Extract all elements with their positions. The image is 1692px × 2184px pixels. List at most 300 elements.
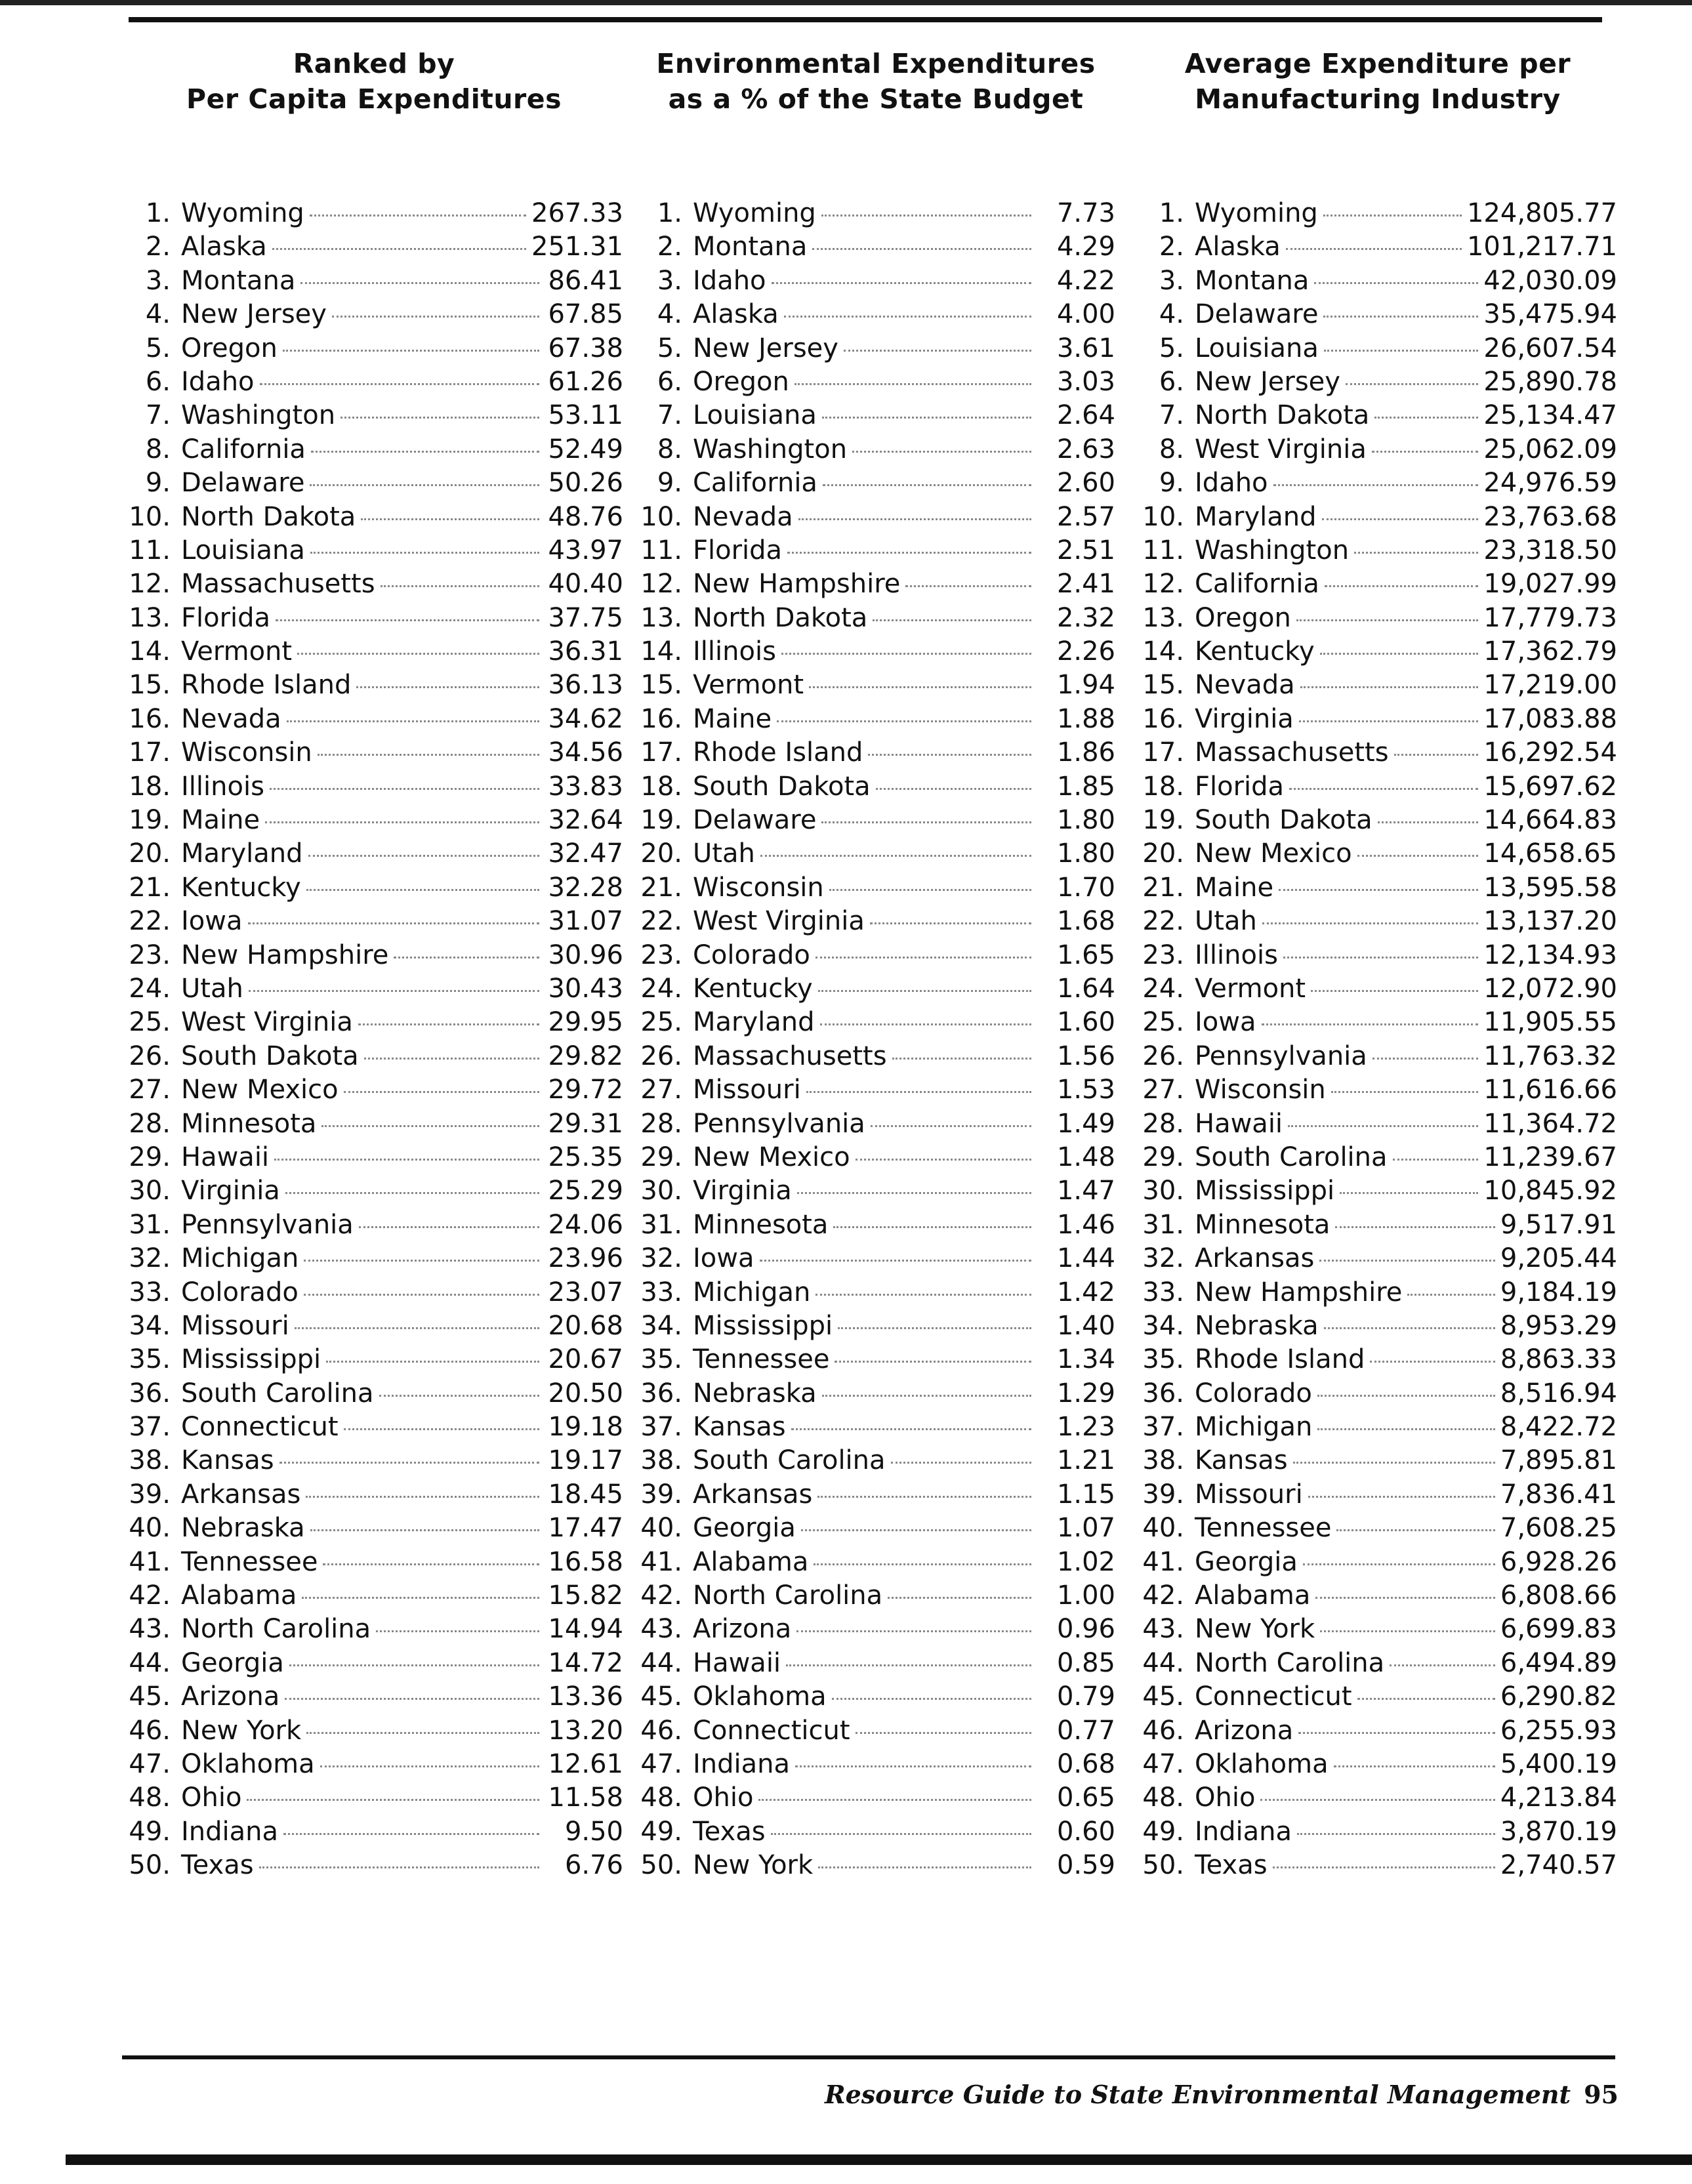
expenditure-value: 0.79: [1056, 1681, 1115, 1712]
rank-number: 49.: [1142, 1816, 1184, 1847]
expenditure-value: 1.68: [1056, 906, 1115, 937]
rank-number: 32.: [640, 1243, 682, 1274]
rank-number: 48.: [1142, 1782, 1184, 1813]
rank-number: 38.: [640, 1445, 682, 1476]
state-name: Maine: [693, 703, 772, 734]
state-name: Vermont: [693, 670, 804, 701]
dot-leader: [1357, 1698, 1495, 1700]
state-name: Delaware: [693, 805, 817, 836]
dot-leader: [308, 855, 539, 857]
list-item: [636, 1006, 1115, 1039]
rank-number: 45.: [640, 1681, 682, 1712]
dot-leader: [760, 1260, 1032, 1262]
dot-leader: [796, 1630, 1031, 1632]
rank-number: 31.: [129, 1209, 171, 1240]
state-name: Montana: [1195, 265, 1310, 296]
state-name: Nevada: [1195, 670, 1295, 701]
expenditure-value: 8,863.33: [1500, 1344, 1617, 1375]
rank-number: 23.: [640, 939, 682, 970]
state-name: Georgia: [1195, 1546, 1298, 1577]
dot-leader: [1320, 653, 1479, 655]
expenditure-value: 23.07: [548, 1277, 623, 1308]
dot-leader: [1299, 720, 1479, 722]
state-name: Alabama: [1195, 1580, 1311, 1611]
list-item: [125, 1849, 623, 1882]
state-name: Oklahoma: [181, 1748, 315, 1779]
state-name: Arkansas: [693, 1479, 813, 1510]
dot-leader: [1297, 1833, 1495, 1835]
expenditure-value: 1.46: [1056, 1209, 1115, 1240]
rank-number: 35.: [640, 1344, 682, 1375]
state-name: Maine: [181, 805, 260, 836]
dot-leader: [1407, 1294, 1495, 1296]
state-name: Florida: [1195, 771, 1285, 802]
expenditure-value: 1.60: [1056, 1007, 1115, 1038]
expenditure-value: 34.56: [548, 737, 623, 768]
rank-number: 14.: [640, 636, 682, 667]
dot-leader: [795, 1765, 1031, 1767]
expenditure-value: 29.31: [548, 1108, 623, 1139]
list-item: [125, 1141, 623, 1174]
list-item: [1138, 1411, 1617, 1444]
rank-number: 29.: [129, 1142, 171, 1172]
state-name: New Mexico: [181, 1075, 339, 1105]
dot-leader: [1374, 417, 1478, 419]
list-item: [125, 433, 623, 466]
state-name: New Jersey: [1195, 366, 1340, 397]
rank-number: 30.: [640, 1176, 682, 1206]
dot-leader: [306, 1732, 539, 1734]
state-name: Kentucky: [1195, 636, 1315, 667]
expenditure-value: 5,400.19: [1500, 1748, 1617, 1779]
expenditure-value: 6.76: [564, 1850, 623, 1881]
expenditure-value: 23,318.50: [1483, 535, 1617, 566]
state-name: Indiana: [181, 1816, 279, 1847]
dot-leader: [891, 1462, 1031, 1464]
state-name: Virginia: [181, 1176, 280, 1206]
dot-leader: [1260, 1799, 1495, 1801]
rank-number: 21.: [1142, 872, 1184, 903]
state-name: Wyoming: [693, 198, 816, 228]
rank-number: 26.: [640, 1040, 682, 1071]
expenditure-value: 20.67: [548, 1344, 623, 1375]
budget-percent-column: [636, 46, 1115, 1883]
list-item: [125, 1613, 623, 1646]
dot-leader: [323, 1563, 539, 1565]
list-item: [636, 770, 1115, 804]
expenditure-value: 11,239.67: [1483, 1142, 1617, 1172]
rank-number: 12.: [129, 569, 171, 600]
expenditure-value: 1.70: [1056, 872, 1115, 903]
rank-number: 7.: [657, 400, 682, 431]
list-item: [636, 230, 1115, 264]
rank-number: 5.: [145, 333, 171, 363]
expenditure-value: 11.58: [548, 1782, 623, 1813]
expenditure-value: 3.61: [1056, 333, 1115, 363]
list-item: [636, 1849, 1115, 1882]
list-item: [1138, 298, 1617, 331]
dot-leader: [359, 1226, 539, 1228]
list-item: [636, 1444, 1115, 1477]
rank-number: 25.: [129, 1007, 171, 1038]
expenditure-value: 7,608.25: [1500, 1513, 1617, 1544]
expenditure-value: 33.83: [548, 771, 623, 802]
state-name: Arizona: [181, 1681, 280, 1712]
list-item: [125, 1680, 623, 1714]
list-item: [1138, 770, 1617, 804]
state-name: Massachusetts: [181, 569, 375, 600]
state-name: Maine: [1195, 872, 1274, 903]
rank-number: 15.: [640, 670, 682, 701]
dot-leader: [818, 990, 1031, 992]
state-name: Maryland: [1195, 501, 1317, 532]
list-item: [1138, 736, 1617, 770]
rank-number: 3.: [1159, 265, 1184, 296]
expenditure-value: 37.75: [548, 602, 623, 633]
budget-percent-ranking-list: [636, 197, 1115, 1883]
dot-leader: [320, 1765, 539, 1767]
state-name: Utah: [693, 838, 755, 869]
expenditure-value: 4.00: [1056, 299, 1115, 330]
list-item: [636, 804, 1115, 837]
list-item: [1138, 1815, 1617, 1849]
list-item: [125, 332, 623, 365]
list-item: [125, 264, 623, 298]
expenditure-value: 11,616.66: [1483, 1075, 1617, 1105]
state-name: Connecticut: [1195, 1681, 1352, 1712]
expenditure-value: 1.00: [1056, 1580, 1115, 1611]
rank-number: 28.: [129, 1108, 171, 1139]
dot-leader: [794, 383, 1031, 385]
rank-number: 47.: [1142, 1748, 1184, 1779]
rank-number: 33.: [1142, 1277, 1184, 1308]
list-item: [1138, 602, 1617, 635]
expenditure-value: 10,845.92: [1483, 1176, 1617, 1206]
rank-number: 37.: [1142, 1412, 1184, 1443]
state-name: Rhode Island: [1195, 1344, 1365, 1375]
rank-number: 2.: [145, 232, 171, 262]
rank-number: 15.: [129, 670, 171, 701]
expenditure-value: 6,928.26: [1500, 1546, 1617, 1577]
dot-leader: [1357, 855, 1479, 857]
expenditure-value: 31.07: [548, 906, 623, 937]
state-name: Louisiana: [693, 400, 817, 431]
state-name: Montana: [693, 232, 808, 262]
state-name: Washington: [693, 434, 848, 464]
state-name: West Virginia: [181, 1007, 353, 1038]
expenditure-value: 1.15: [1056, 1479, 1115, 1510]
list-item: [1138, 1579, 1617, 1613]
state-name: Arizona: [1195, 1715, 1294, 1746]
dot-leader: [287, 720, 539, 722]
expenditure-value: 29.95: [548, 1007, 623, 1038]
dot-leader: [821, 215, 1031, 216]
state-name: Nebraska: [1195, 1310, 1319, 1341]
rank-number: 4.: [145, 299, 171, 330]
rank-number: 5.: [657, 333, 682, 363]
rank-number: 18.: [129, 771, 171, 802]
dot-leader: [318, 754, 539, 756]
list-item: [1138, 534, 1617, 567]
expenditure-value: 2.60: [1056, 468, 1115, 499]
dot-leader: [285, 1698, 539, 1700]
state-name: Pennsylvania: [1195, 1040, 1367, 1071]
rank-number: 43.: [129, 1614, 171, 1645]
state-name: Idaho: [1195, 468, 1268, 499]
expenditure-value: 61.26: [548, 366, 623, 397]
list-item: [636, 1411, 1115, 1444]
expenditure-value: 30.43: [548, 973, 623, 1004]
rank-number: 47.: [640, 1748, 682, 1779]
list-item: [636, 1714, 1115, 1748]
list-item: [125, 1276, 623, 1309]
state-name: Alaska: [693, 299, 779, 330]
state-name: Maryland: [693, 1007, 815, 1038]
state-name: North Carolina: [693, 1580, 883, 1611]
state-name: South Dakota: [693, 771, 871, 802]
rank-number: 6.: [1159, 366, 1184, 397]
state-name: Delaware: [1195, 299, 1319, 330]
dot-leader: [777, 720, 1031, 722]
dot-leader: [1262, 922, 1479, 924]
state-name: Massachusetts: [693, 1040, 887, 1071]
dot-leader: [304, 1294, 539, 1296]
rank-number: 19.: [640, 805, 682, 836]
list-item: [125, 1073, 623, 1107]
list-item: [125, 1647, 623, 1680]
dot-leader: [1308, 1496, 1495, 1498]
expenditure-value: 9,205.44: [1500, 1243, 1617, 1274]
expenditure-value: 29.72: [548, 1075, 623, 1105]
list-item: [125, 905, 623, 938]
rank-number: 10.: [640, 501, 682, 532]
expenditure-value: 12,072.90: [1483, 973, 1617, 1004]
list-item: [636, 501, 1115, 534]
dot-leader: [260, 383, 539, 385]
state-name: Kentucky: [693, 973, 813, 1004]
dot-leader: [812, 248, 1031, 250]
list-item: [636, 1546, 1115, 1579]
dot-leader: [249, 990, 539, 992]
expenditure-value: 7,895.81: [1500, 1445, 1617, 1476]
list-item: [125, 1579, 623, 1613]
state-name: Oklahoma: [693, 1681, 827, 1712]
expenditure-value: 23,763.68: [1483, 501, 1617, 532]
expenditure-value: 11,763.32: [1483, 1040, 1617, 1071]
expenditure-value: 8,516.94: [1500, 1378, 1617, 1409]
rank-number: 37.: [129, 1412, 171, 1443]
list-item: [1138, 1174, 1617, 1208]
state-name: Minnesota: [1195, 1209, 1331, 1240]
list-item: [636, 365, 1115, 399]
list-item: [636, 602, 1115, 635]
rank-number: 32.: [1142, 1243, 1184, 1274]
list-item: [1138, 1714, 1617, 1748]
dot-leader: [1286, 248, 1462, 250]
expenditure-value: 2.63: [1056, 434, 1115, 464]
rank-number: 44.: [640, 1647, 682, 1678]
rank-number: 46.: [640, 1715, 682, 1746]
dot-leader: [856, 1732, 1031, 1734]
rank-number: 2.: [1159, 232, 1184, 262]
expenditure-value: 0.59: [1056, 1850, 1115, 1881]
page-footer: [825, 2080, 1619, 2109]
expenditure-value: 25,134.47: [1483, 400, 1617, 431]
state-name: Illinois: [693, 636, 776, 667]
rank-number: 39.: [1142, 1479, 1184, 1510]
expenditure-value: 19.17: [548, 1445, 623, 1476]
state-name: New Jersey: [693, 333, 838, 363]
rank-number: 1.: [657, 198, 682, 228]
state-name: Pennsylvania: [181, 1209, 354, 1240]
state-name: Rhode Island: [181, 670, 352, 701]
dot-leader: [1319, 1260, 1495, 1262]
dot-leader: [1346, 383, 1478, 385]
list-item: [1138, 703, 1617, 736]
list-item: [636, 197, 1115, 230]
state-name: West Virginia: [693, 906, 865, 937]
state-name: Texas: [1195, 1850, 1268, 1881]
rank-number: 34.: [129, 1310, 171, 1341]
state-name: Hawaii: [1195, 1108, 1283, 1139]
dot-leader: [1334, 1765, 1495, 1767]
list-item: [125, 1006, 623, 1039]
dot-leader: [815, 1294, 1031, 1296]
rank-number: 36.: [129, 1378, 171, 1409]
expenditure-value: 25,062.09: [1483, 434, 1617, 464]
header-line-2: Manufacturing Industry: [1195, 83, 1561, 115]
state-name: New York: [693, 1850, 814, 1881]
list-item: [1138, 332, 1617, 365]
expenditure-value: 14.94: [548, 1614, 623, 1645]
rank-number: 26.: [129, 1040, 171, 1071]
dot-leader: [820, 1023, 1031, 1025]
dot-leader: [1324, 1327, 1495, 1329]
per-capita-header: [125, 46, 623, 131]
state-name: Missouri: [693, 1075, 801, 1105]
state-name: Wyoming: [181, 198, 304, 228]
dot-leader: [1390, 1664, 1495, 1666]
rank-number: 5.: [1159, 333, 1184, 363]
list-item: [1138, 1141, 1617, 1174]
rank-number: 26.: [1142, 1040, 1184, 1071]
expenditure-value: 17,219.00: [1483, 670, 1617, 701]
list-item: [636, 1040, 1115, 1073]
dot-leader: [838, 1327, 1031, 1329]
expenditure-value: 1.23: [1056, 1412, 1115, 1443]
rank-number: 20.: [1142, 838, 1184, 869]
list-item: [1138, 1208, 1617, 1242]
expenditure-value: 6,494.89: [1500, 1647, 1617, 1678]
rank-number: 12.: [640, 569, 682, 600]
rank-number: 16.: [1142, 703, 1184, 734]
list-item: [636, 567, 1115, 601]
state-name: Pennsylvania: [693, 1108, 865, 1139]
expenditure-value: 24,976.59: [1483, 468, 1617, 499]
dot-leader: [806, 1091, 1031, 1093]
list-item: [1138, 1444, 1617, 1477]
state-name: Indiana: [693, 1748, 791, 1779]
rank-number: 11.: [129, 535, 171, 566]
rank-number: 17.: [1142, 737, 1184, 768]
dot-leader: [272, 248, 526, 250]
list-item: [636, 1815, 1115, 1849]
expenditure-value: 1.34: [1056, 1344, 1115, 1375]
list-item: [1138, 1613, 1617, 1646]
expenditure-value: 9,517.91: [1500, 1209, 1617, 1240]
dot-leader: [1336, 1529, 1495, 1531]
rank-number: 36.: [640, 1378, 682, 1409]
rank-number: 50.: [129, 1850, 171, 1881]
state-name: Michigan: [1195, 1412, 1313, 1443]
expenditure-value: 11,905.55: [1483, 1007, 1617, 1038]
list-item: [1138, 433, 1617, 466]
state-name: New Jersey: [181, 299, 327, 330]
list-item: [1138, 1343, 1617, 1376]
rank-number: 39.: [129, 1479, 171, 1510]
state-name: South Carolina: [693, 1445, 886, 1476]
dot-leader: [1289, 788, 1478, 790]
expenditure-value: 12.61: [548, 1748, 623, 1779]
header-line-1: Average Expenditure per: [1184, 48, 1571, 79]
expenditure-value: 32.64: [548, 805, 623, 836]
list-item: [125, 602, 623, 635]
expenditure-value: 15.82: [548, 1580, 623, 1611]
dot-leader: [791, 1428, 1031, 1430]
expenditure-value: 8,953.29: [1500, 1310, 1617, 1341]
dot-leader: [771, 1833, 1031, 1835]
state-name: Missouri: [1195, 1479, 1303, 1510]
rank-number: 30.: [129, 1176, 171, 1206]
state-name: Oregon: [1195, 602, 1291, 633]
expenditure-value: 36.31: [548, 636, 623, 667]
rank-number: 46.: [129, 1715, 171, 1746]
state-name: California: [1195, 569, 1319, 600]
state-name: New Mexico: [1195, 838, 1352, 869]
dot-leader: [340, 417, 539, 419]
rank-number: 37.: [640, 1412, 682, 1443]
rank-number: 35.: [1142, 1344, 1184, 1375]
expenditure-value: 0.65: [1056, 1782, 1115, 1813]
expenditure-value: 4,213.84: [1500, 1782, 1617, 1813]
rank-number: 30.: [1142, 1176, 1184, 1206]
state-name: New Hampshire: [181, 939, 389, 970]
state-name: Alaska: [1195, 232, 1281, 262]
rank-number: 4.: [1159, 299, 1184, 330]
dot-leader: [835, 1361, 1031, 1363]
state-name: Tennessee: [181, 1546, 318, 1577]
list-item: [125, 804, 623, 837]
rank-number: 21.: [640, 872, 682, 903]
list-item: [125, 298, 623, 331]
list-item: [125, 1815, 623, 1849]
list-item: [1138, 1781, 1617, 1815]
list-item: [1138, 635, 1617, 669]
list-item: [1138, 1377, 1617, 1411]
rank-number: 9.: [1159, 468, 1184, 499]
rank-number: 15.: [1142, 670, 1184, 701]
state-name: Virginia: [1195, 703, 1294, 734]
manufacturing-column: [1138, 46, 1617, 1883]
rank-number: 40.: [1142, 1513, 1184, 1544]
expenditure-value: 17,083.88: [1483, 703, 1617, 734]
list-item: [125, 703, 623, 736]
state-name: California: [181, 434, 306, 464]
dot-leader: [321, 1125, 539, 1127]
list-item: [636, 1208, 1115, 1242]
list-item: [125, 1411, 623, 1444]
rank-number: 14.: [129, 636, 171, 667]
